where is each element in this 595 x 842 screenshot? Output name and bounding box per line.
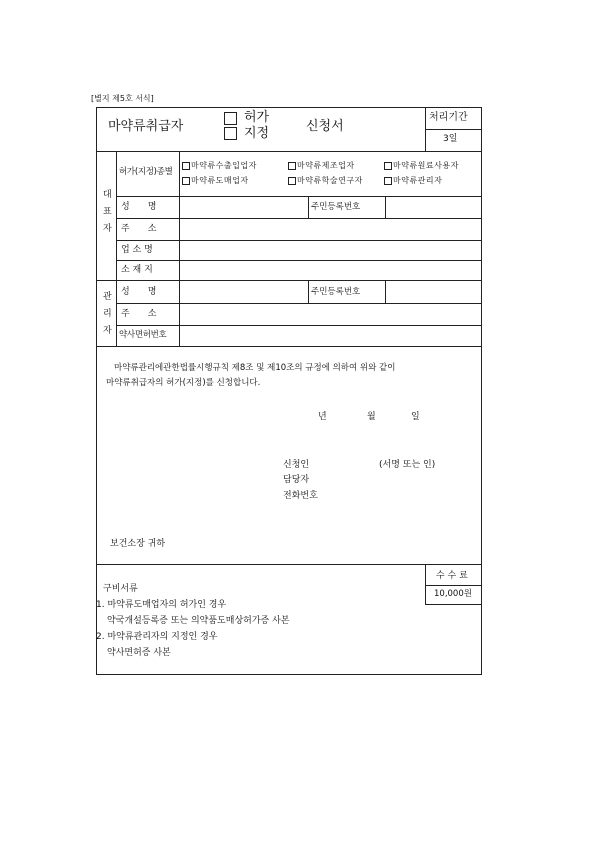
manager-name-field[interactable] bbox=[180, 281, 307, 302]
applicant-label: 신청인 bbox=[283, 460, 310, 470]
representative-rrn-label: 주민등록번호 bbox=[311, 202, 361, 212]
required-doc-1-title: 1. 마약류도매업자의 허가인 경우 bbox=[96, 600, 227, 610]
representative-name-field[interactable] bbox=[180, 197, 307, 217]
manager-rrn-label: 주민등록번호 bbox=[311, 287, 361, 297]
designation-option-label: 지정 bbox=[244, 126, 270, 141]
type-option-manufacturer: 마약류제조업자 bbox=[297, 161, 355, 170]
fee-value: 10,000원 bbox=[434, 589, 472, 599]
required-doc-2-item: 약사면허증 사본 bbox=[107, 648, 171, 658]
required-doc-2-title: 2. 마약류관리자의 지정인 경우 bbox=[96, 632, 218, 642]
representative-side-label-3: 자 bbox=[103, 224, 112, 234]
addressee: 보건소장 귀하 bbox=[110, 539, 166, 549]
manager-side-label-2: 리 bbox=[103, 309, 112, 319]
form-number: [별지 제5호 서식] bbox=[91, 94, 154, 103]
pharmacist-license-field[interactable] bbox=[180, 326, 480, 345]
statement-line-1: 마약류관리에관한법률시행규칙 제8조 및 제10조의 규정에 의하여 위와 같이 bbox=[114, 363, 396, 373]
type-option-manager: 마약류관리자 bbox=[393, 176, 443, 185]
statement-line-2: 마약류취급자의 허가(지정)를 신청합니다. bbox=[106, 378, 261, 388]
permit-checkbox[interactable] bbox=[224, 112, 237, 125]
signature-note: (서명 또는 인) bbox=[379, 460, 436, 470]
processing-period-label: 처리기간 bbox=[429, 112, 468, 123]
type-checkbox-wholesaler[interactable] bbox=[182, 177, 190, 185]
manager-side-label-1: 관 bbox=[103, 292, 112, 302]
manager-rrn-field[interactable] bbox=[386, 281, 480, 302]
date-month-label: 월 bbox=[367, 412, 376, 422]
designation-checkbox[interactable] bbox=[224, 127, 237, 140]
manager-side-label-3: 자 bbox=[103, 326, 112, 336]
representative-address-field[interactable] bbox=[180, 219, 480, 239]
representative-address-label: 주 소 bbox=[121, 224, 157, 234]
required-docs-title: 구비서류 bbox=[103, 584, 138, 594]
date-year-label: 년 bbox=[318, 412, 327, 422]
type-checkbox-manufacturer[interactable] bbox=[288, 162, 296, 170]
type-checkbox-manager[interactable] bbox=[384, 177, 392, 185]
representative-side-label-1: 대 bbox=[103, 190, 112, 200]
type-option-import-export: 마약류수출입업자 bbox=[191, 161, 257, 170]
representative-side-label-2: 표 bbox=[103, 207, 112, 217]
person-in-charge-label: 담당자 bbox=[283, 475, 310, 485]
processing-period-value: 3일 bbox=[443, 134, 458, 144]
representative-name-label: 성 명 bbox=[121, 202, 157, 212]
location-field[interactable] bbox=[180, 261, 480, 279]
location-label: 소 재 지 bbox=[121, 265, 153, 275]
type-checkbox-import-export[interactable] bbox=[182, 162, 190, 170]
date-day-label: 일 bbox=[411, 412, 420, 422]
manager-address-label: 주 소 bbox=[121, 309, 157, 319]
manager-address-field[interactable] bbox=[180, 304, 480, 324]
type-option-raw-material-user: 마약류원료사용자 bbox=[393, 161, 459, 170]
required-doc-1-item: 약국개설등록증 또는 의약품도매상허가증 사본 bbox=[107, 616, 290, 626]
type-checkbox-raw-material-user[interactable] bbox=[384, 162, 392, 170]
type-checkbox-researcher[interactable] bbox=[288, 177, 296, 185]
type-option-wholesaler: 마약류도매업자 bbox=[191, 176, 249, 185]
business-name-label: 업 소 명 bbox=[121, 245, 153, 255]
permit-option-label: 허가 bbox=[244, 110, 270, 125]
manager-name-label: 성 명 bbox=[121, 287, 157, 297]
fee-label: 수 수 료 bbox=[436, 571, 468, 581]
type-option-researcher: 마약류학술연구자 bbox=[297, 176, 363, 185]
business-name-field[interactable] bbox=[180, 241, 480, 259]
pharmacist-license-label: 약사면허번호 bbox=[119, 330, 167, 340]
form-title: 마약류취급자 bbox=[108, 119, 184, 134]
form-title-suffix: 신청서 bbox=[306, 119, 344, 134]
representative-rrn-field[interactable] bbox=[386, 197, 480, 217]
permit-type-label: 허가(지정)종별 bbox=[119, 167, 173, 177]
phone-label: 전화번호 bbox=[283, 491, 318, 501]
